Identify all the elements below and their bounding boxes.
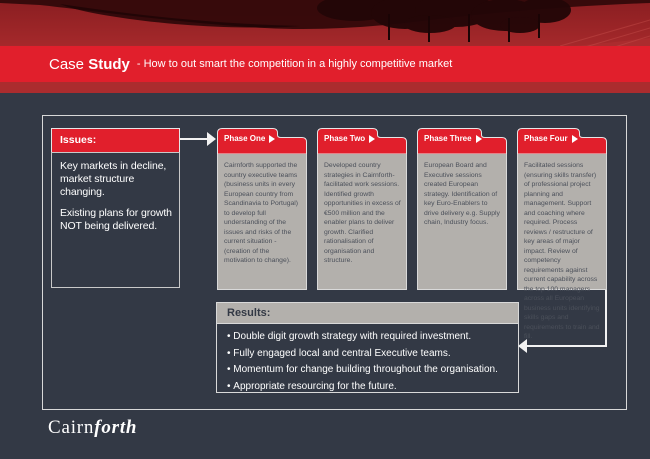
phase-two-header (317, 128, 407, 154)
issues-header-label: Issues: (60, 134, 97, 146)
issues-text-1: Key markets in decline, market structure changing. (60, 160, 167, 198)
arrow-phase4-to-results-head-icon (518, 339, 527, 353)
results-bullet-1: • Double digit growth strategy with required investment. (227, 329, 510, 346)
phase-three-box (417, 128, 507, 290)
arrow-phase4-to-results-vertical (605, 290, 607, 346)
phase-one-text: Cairnforth supported the country executive teams (business units in every European country from Scandinavia to Portugal) to develop full understanding of the issues and risks of the current situation - (creation of the motivation to change). (224, 162, 299, 265)
cairnforth-logo (48, 417, 137, 439)
phase-three-label: Phase Three (424, 134, 482, 143)
phase-two-box (317, 128, 407, 290)
phase-four-header (517, 128, 607, 154)
arrow-issues-to-phase1-line (180, 138, 207, 140)
results-header-label: Results: (227, 307, 271, 319)
phase-arrow-icon (369, 135, 375, 143)
phase-four-label: Phase Four (524, 134, 578, 143)
title-case: Case (49, 55, 85, 73)
phase-three-text: European Board and Executive sessions created European strategy. Identification of key Euro-Enablers to drive delivery e.g. Supply chain, Industry focus. (424, 162, 500, 227)
phase-four-text: Facilitated sessions (ensuring skills transfer) of professional project planning and management. Support and coaching where required. Process reviews / restructure of key areas of major impact. Review of competency requirements against current capability across the top 100 managers across all European business units identifying skills gaps and requirements to train and fill. (524, 162, 600, 341)
arrow-issues-to-phase1-head-icon (207, 132, 216, 146)
phase-one-body (217, 154, 307, 290)
phase-arrow-icon (572, 135, 578, 143)
phase-one-box (217, 128, 307, 290)
results-bullet-4: • Appropriate resourcing for the future. (227, 379, 510, 396)
phase-four-body (517, 154, 607, 341)
issues-text-2: Existing plans for growth NOT being delivered. (60, 207, 172, 233)
logo-cairn: Cairn (48, 417, 95, 438)
page-title (49, 56, 130, 73)
phase-one-header (217, 128, 307, 154)
phase-arrow-icon (269, 135, 275, 143)
title-study: Study (88, 55, 130, 73)
phase-three-header (417, 128, 507, 154)
results-bullet-2: • Fully engaged local and central Executive teams. (227, 346, 510, 363)
phase-four-box (517, 128, 607, 341)
results-header (216, 302, 519, 324)
results-box (216, 324, 519, 393)
issues-header (51, 128, 180, 152)
issues-box (51, 152, 180, 288)
logo-forth: forth (94, 417, 138, 438)
phase-three-body (417, 154, 507, 290)
page-subtitle: - How to out smart the competition in a highly competitive market (136, 58, 453, 70)
title-banner (0, 46, 650, 82)
phase-one-label: Phase One (224, 134, 275, 143)
phase-two-body (317, 154, 407, 290)
phase-two-label: Phase Two (324, 134, 375, 143)
results-bullet-3: • Momentum for change building throughout the organisation. (227, 362, 510, 379)
arrow-phase4-to-results-horizontal (527, 345, 607, 347)
phase-arrow-icon (476, 135, 482, 143)
phase-two-text: Developed country strategies in Cairnforth-facilitated work sessions. Identified growth opportunities in excess of €500 million and the enabler plans to deliver growth. Clarified rationalisation of organisation and structure. (324, 162, 401, 265)
